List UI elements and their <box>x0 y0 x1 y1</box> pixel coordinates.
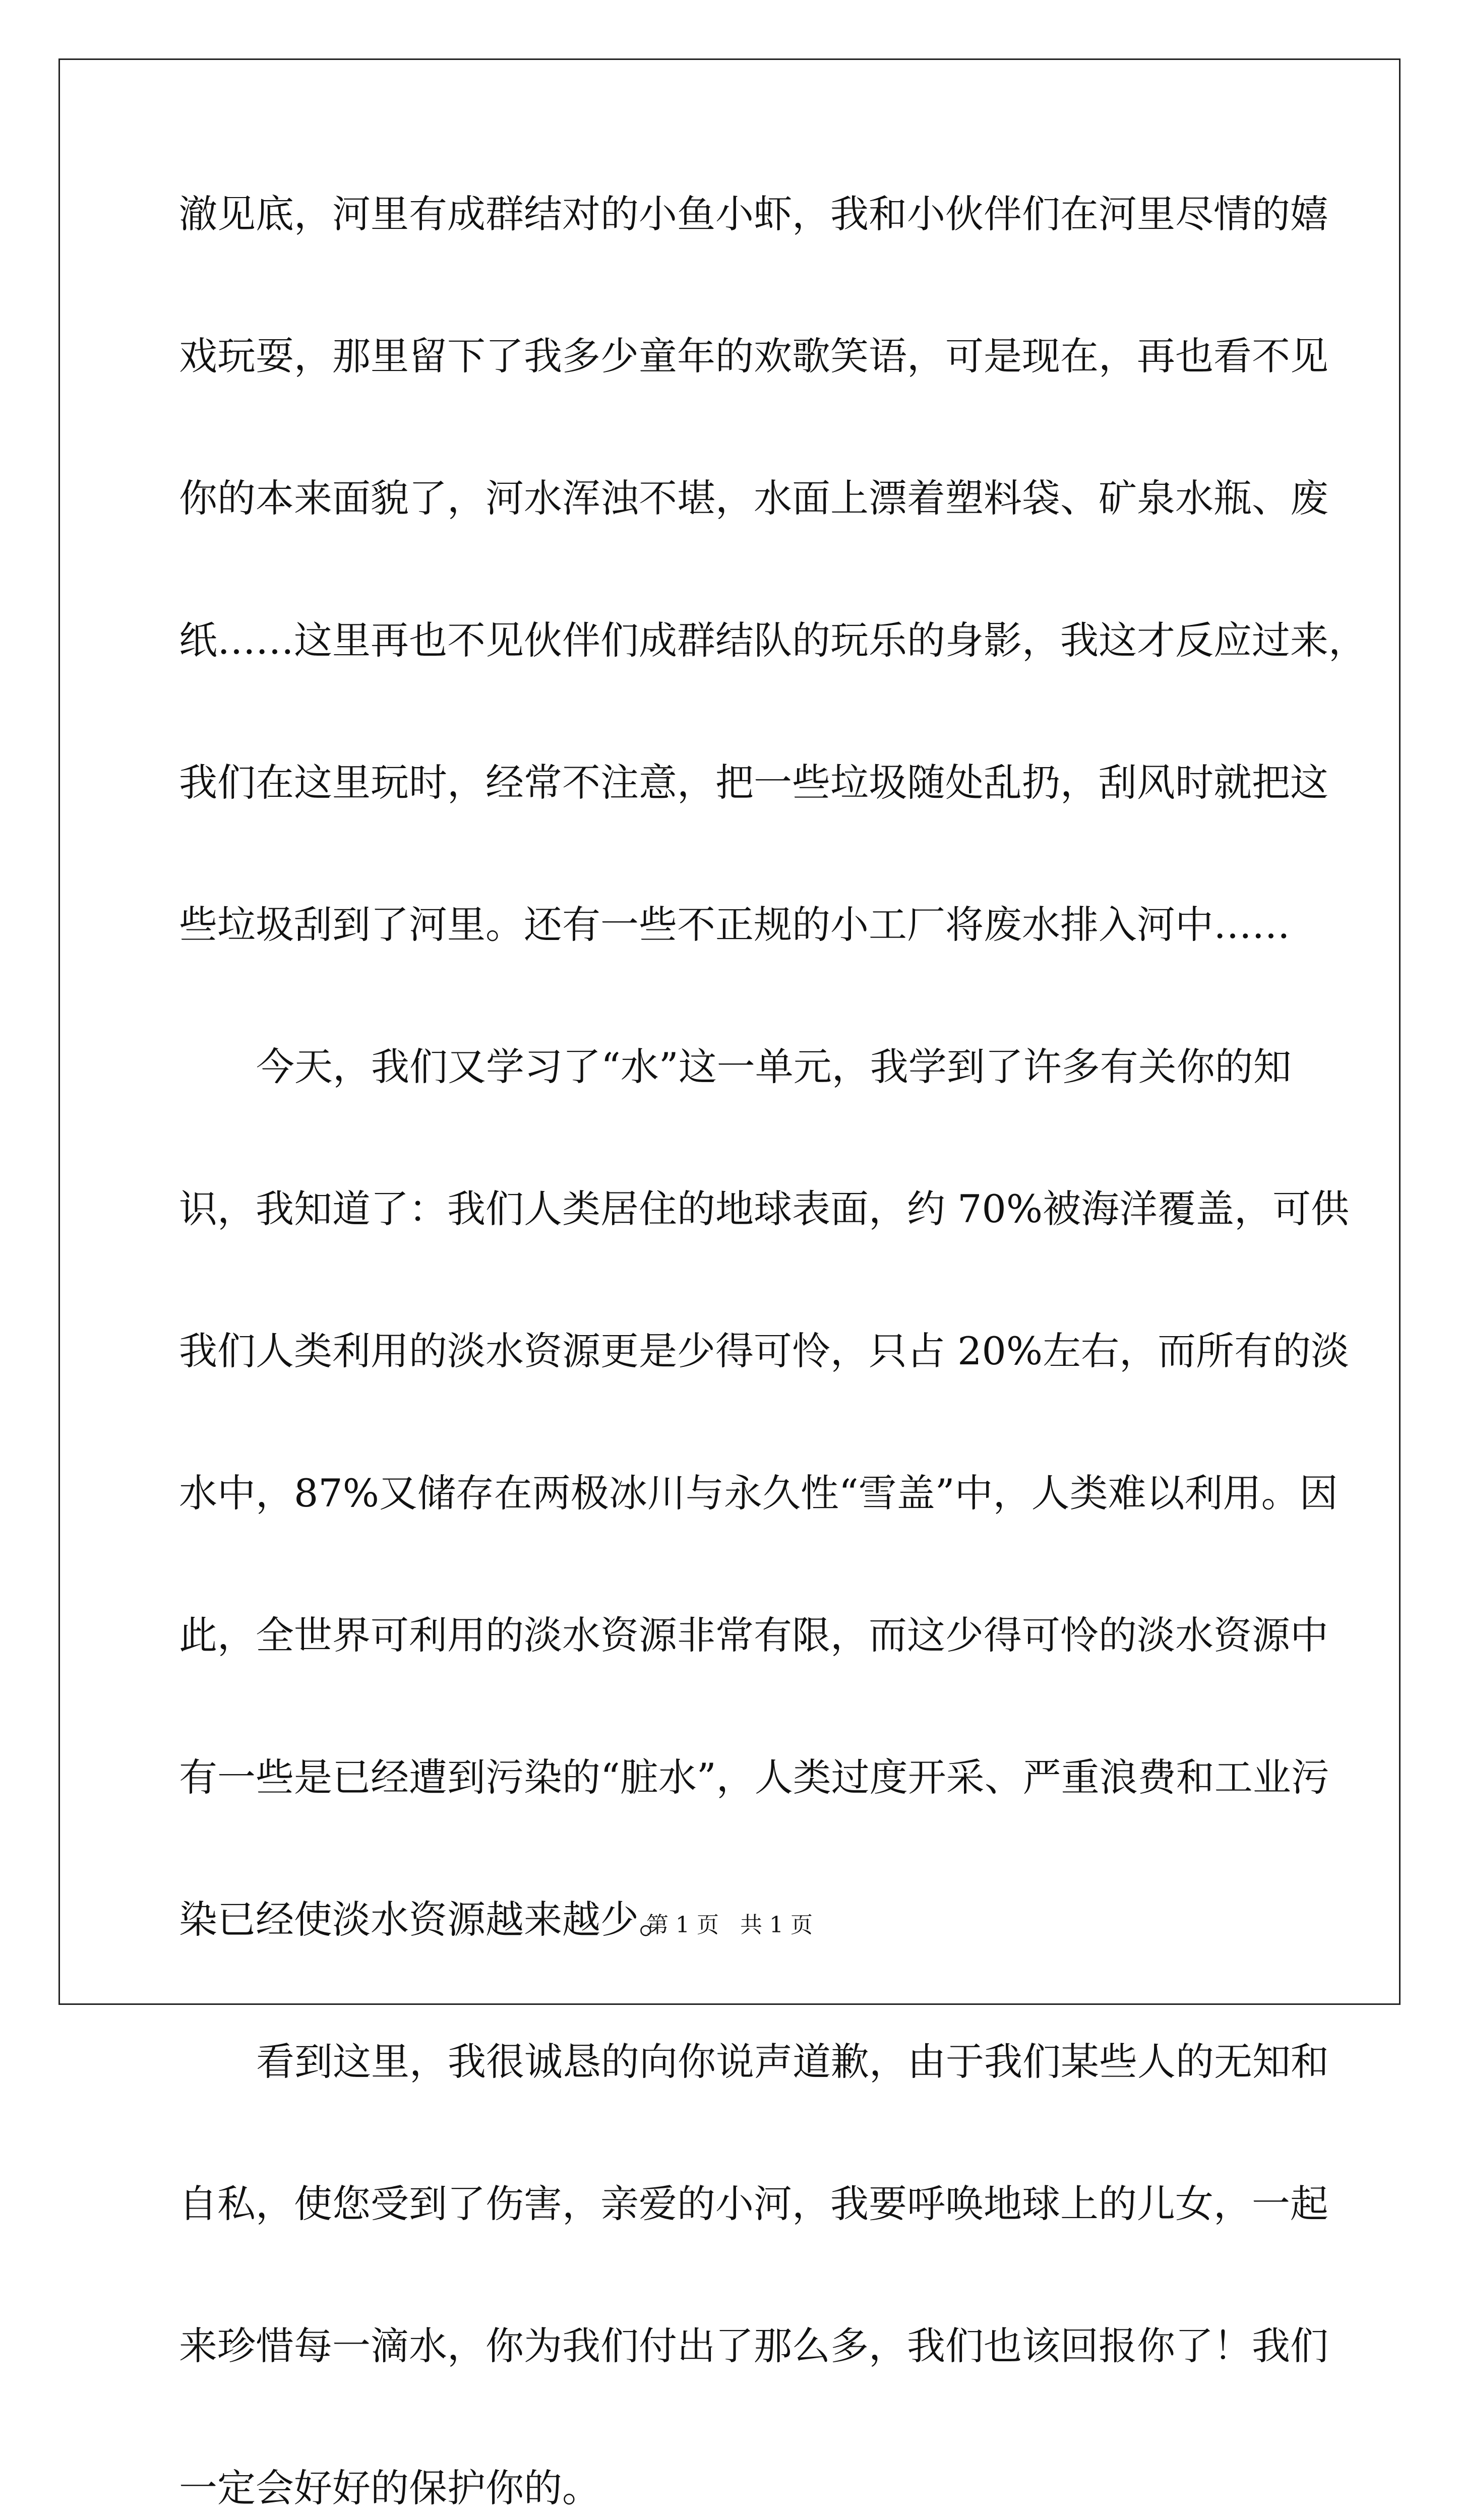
document-body <box>179 186 1367 2520</box>
text-line: 来珍惜每一滴水，你为我们付出了那么多，我们也该回报你了！我们 <box>179 2323 1328 2368</box>
text-line: 水中，87%又储存在两极冰川与永久性“雪盖”中，人类难以利用。因 <box>179 1471 1338 1516</box>
text-line: 识，我知道了：我们人类居住的地球表面，约 70%被海洋覆盖，可供 <box>179 1186 1350 1231</box>
text-line: 染已经使淡水资源越来越少。 <box>179 1897 677 1942</box>
text-line: 我们人类利用的淡水资源更是少得可怜，只占 20%左右，而所有的淡 <box>179 1329 1350 1373</box>
text-line: 你的本来面貌了，河水浑浊不堪，水面上漂着塑料袋、矿泉水瓶、废 <box>179 476 1328 521</box>
text-line: 我们在这里玩时，经常不注意，把一些垃圾随处乱扔，刮风时就把这 <box>179 760 1328 805</box>
text-line: 些垃圾刮到了河里。还有一些不正规的小工厂将废水排入河中…… <box>179 902 1290 947</box>
text-line: 戏玩耍，那里留下了我多少童年的欢歌笑语，可是现在，再也看不见 <box>179 334 1328 379</box>
text-line: 看到这里，我很诚恳的向你说声道歉，由于我们某些人的无知和 <box>256 2039 1329 2084</box>
text-line: 纸……这里再也不见伙伴们成群结队的玩乐的身影，我这才反应过来， <box>179 618 1367 663</box>
text-line: 今天，我们又学习了“水”这一单元，我学到了许多有关你的知 <box>256 1044 1292 1089</box>
text-line: 此，全世界可利用的淡水资源非常有限，而这少得可怜的淡水资源中 <box>179 1613 1328 1658</box>
text-line: 一定会好好的保护你的。 <box>179 2466 600 2510</box>
text-line: 澈见底，河里有成群结对的小鱼小虾，我和小伙伴们在河里尽情的嬉 <box>179 192 1328 236</box>
text-line: 自私，使您受到了伤害，亲爱的小河，我要呼唤地球上的儿女，一起 <box>179 2181 1328 2226</box>
text-line: 有一些是已经遭到污染的“脏水”，人类过度开采、严重浪费和工业污 <box>179 1755 1329 1800</box>
page-footer: 第 1 页 共 1 页 <box>646 1912 813 1938</box>
